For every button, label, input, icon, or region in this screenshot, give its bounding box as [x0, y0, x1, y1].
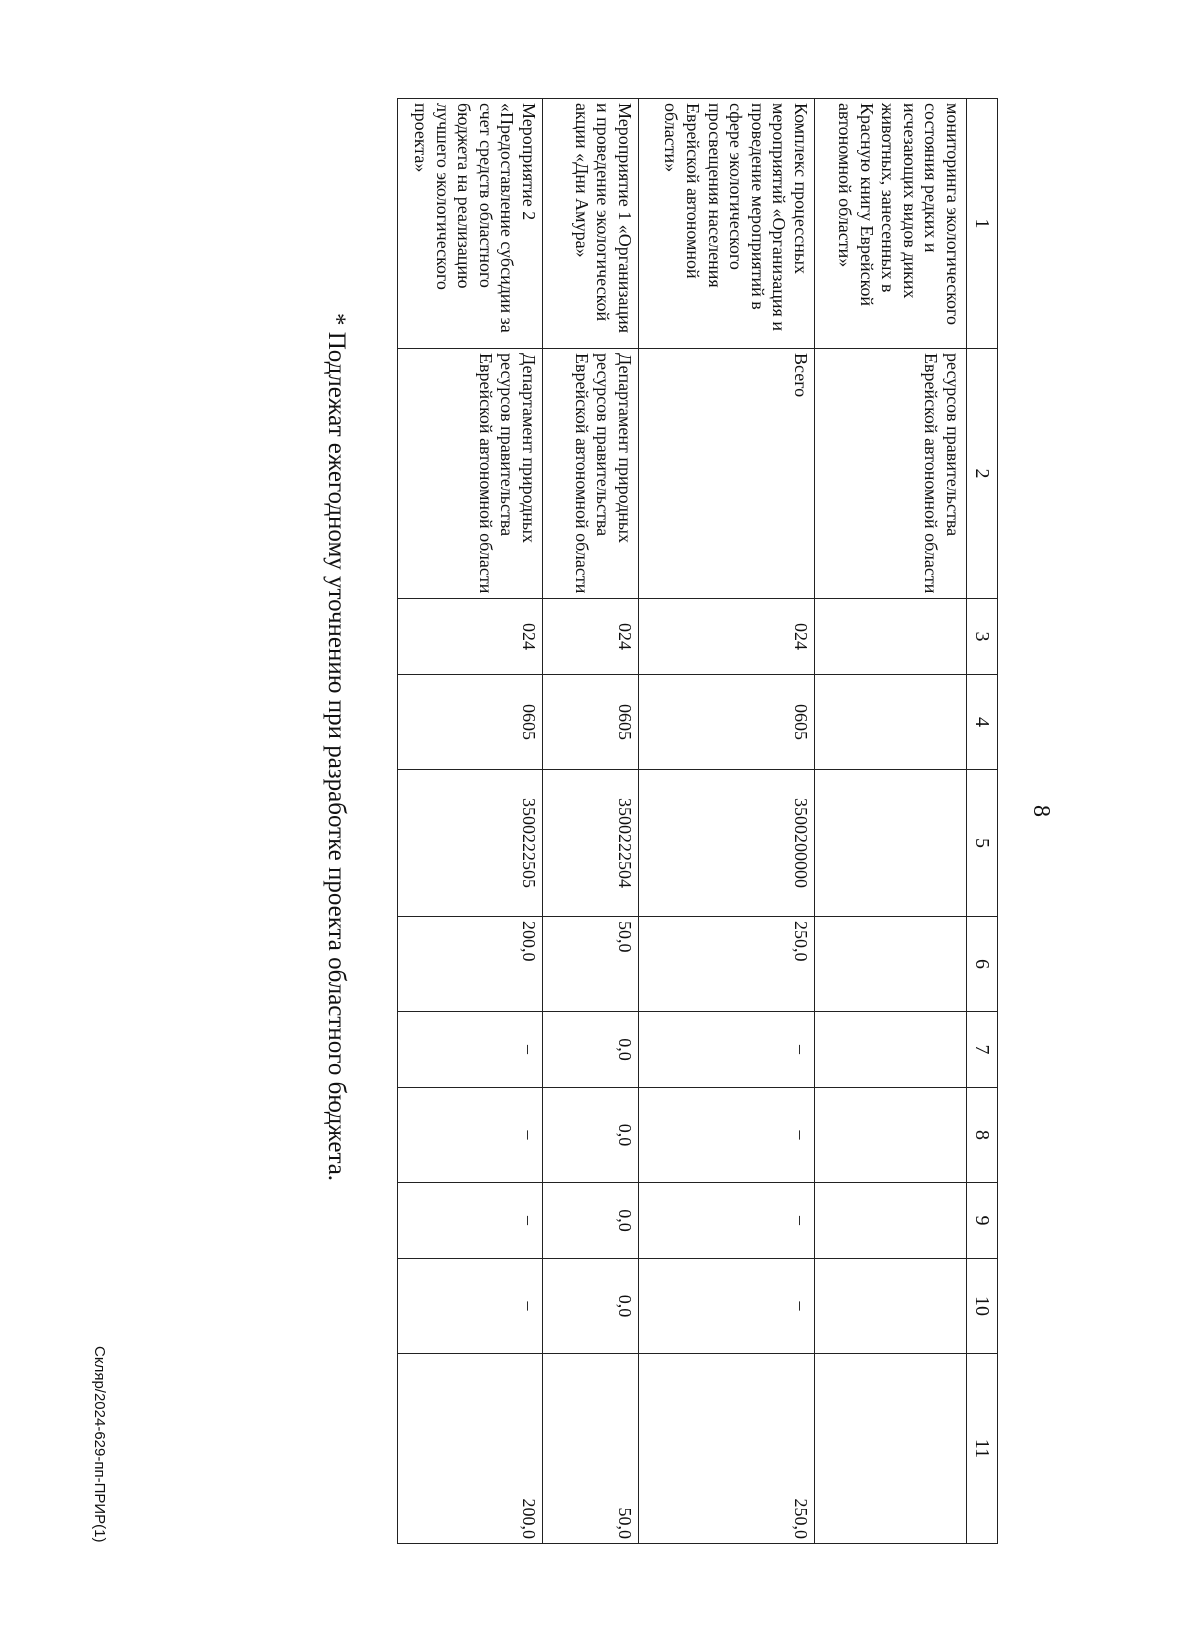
cell-year: – — [398, 1259, 543, 1354]
cell-target-article: 3500222504 — [543, 770, 639, 917]
cell-activity: Мероприятие 2 «Предоставление субсидии за счет средств областного бюджета на реализацию лучшего экологического проекта» — [398, 99, 543, 349]
cell-total — [815, 917, 967, 1012]
cell-year: 50,0 — [543, 1354, 639, 1544]
cell-executor: Департамент природных ресурсов правительства Еврейской автономной области — [398, 349, 543, 599]
column-header: 7 — [967, 1012, 998, 1088]
cell-section: 0605 — [639, 675, 815, 770]
cell-year: – — [398, 1183, 543, 1259]
cell-grbs: 024 — [543, 599, 639, 675]
cell-year: 0,0 — [543, 1183, 639, 1259]
cell-target-article — [815, 770, 967, 917]
cell-target-article: 3500222505 — [398, 770, 543, 917]
cell-year: – — [639, 1012, 815, 1088]
footnote: * Подлежат ежегодному уточнению при разработке проекта областного бюджета. — [323, 313, 350, 1182]
table-row — [543, 99, 639, 1544]
cell-year — [815, 1259, 967, 1354]
cell-year: 0,0 — [543, 1088, 639, 1183]
column-header: 8 — [967, 1088, 998, 1183]
table-row — [398, 99, 543, 1544]
cell-activity: Комплекс процессных мероприятий «Организация и проведение мероприятий в сфере экологического просвещения населения Еврейской автономной области» — [639, 99, 815, 349]
cell-year: – — [398, 1088, 543, 1183]
page-number: 8 — [1028, 805, 1054, 817]
cell-year: 0,0 — [543, 1259, 639, 1354]
cell-section — [815, 675, 967, 770]
table-row — [815, 99, 967, 1544]
cell-activity: мониторинга экологического состояния редких и исчезающих видов диких животных, занесенных в Красную книгу Еврейской автономной области» — [815, 99, 967, 349]
cell-section: 0605 — [543, 675, 639, 770]
cell-target-article: 3500200000 — [639, 770, 815, 917]
budget-table — [397, 98, 998, 1544]
cell-section: 0605 — [398, 675, 543, 770]
cell-executor: ресурсов правительства Еврейской автономной области — [815, 349, 967, 599]
cell-grbs: 024 — [639, 599, 815, 675]
cell-total: 250,0 — [639, 917, 815, 1012]
column-header: 9 — [967, 1183, 998, 1259]
cell-year — [815, 1088, 967, 1183]
cell-year — [815, 1354, 967, 1544]
cell-year: – — [639, 1183, 815, 1259]
cell-executor: Всего — [639, 349, 815, 599]
table-row — [639, 99, 815, 1544]
table-header-row — [967, 99, 998, 1544]
cell-year: 0,0 — [543, 1012, 639, 1088]
cell-grbs: 024 — [398, 599, 543, 675]
document-code: Скляр/2024-629-пп-ПРИР(1) — [91, 1346, 108, 1543]
column-header: 5 — [967, 770, 998, 917]
cell-year — [815, 1012, 967, 1088]
cell-executor: Департамент природных ресурсов правительства Еврейской автономной области — [543, 349, 639, 599]
column-header: 3 — [967, 599, 998, 675]
cell-year: 200,0 — [398, 1354, 543, 1544]
column-header: 2 — [967, 349, 998, 599]
cell-activity: Мероприятие 1 «Организация и проведение экологической акции «Дни Амура» — [543, 99, 639, 349]
cell-total: 200,0 — [398, 917, 543, 1012]
column-header: 1 — [967, 99, 998, 349]
column-header: 11 — [967, 1354, 998, 1544]
cell-year — [815, 1183, 967, 1259]
cell-year: 250,0 — [639, 1354, 815, 1544]
cell-total: 50,0 — [543, 917, 639, 1012]
cell-year: – — [639, 1259, 815, 1354]
cell-year: – — [639, 1088, 815, 1183]
column-header: 4 — [967, 675, 998, 770]
cell-year: – — [398, 1012, 543, 1088]
column-header: 6 — [967, 917, 998, 1012]
cell-grbs — [815, 599, 967, 675]
column-header: 10 — [967, 1259, 998, 1354]
